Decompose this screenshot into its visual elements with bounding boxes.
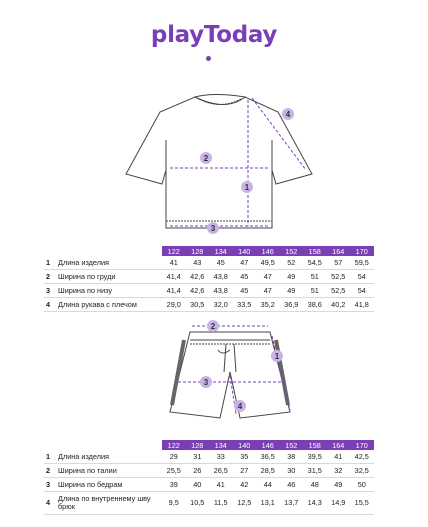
row-label: Длина изделия xyxy=(58,450,162,464)
row-number: 4 xyxy=(44,492,58,515)
tshirt-marker-2-label: 2 xyxy=(203,154,209,163)
cell-value: 14,9 xyxy=(327,492,351,515)
cell-value: 45 xyxy=(233,284,257,298)
table-row xyxy=(44,284,374,298)
cell-value: 45 xyxy=(209,256,233,270)
cell-value: 38 xyxy=(280,450,304,464)
shorts-marker-3-label: 3 xyxy=(203,378,209,387)
row-label: Длина изделия xyxy=(58,256,162,270)
cell-value: 47 xyxy=(256,284,280,298)
shorts-marker-1-label: 1 xyxy=(274,352,280,361)
cell-value: 49 xyxy=(280,270,304,284)
cell-value: 14,3 xyxy=(303,492,327,515)
row-number: 1 xyxy=(44,450,58,464)
brand-logo: playToday xyxy=(150,22,278,48)
cell-value: 32 xyxy=(327,464,351,478)
row-number: 3 xyxy=(44,284,58,298)
tshirt-size-table xyxy=(44,246,374,312)
row-number: 3 xyxy=(44,478,58,492)
size-header: 158 xyxy=(303,440,327,450)
cell-value: 13,7 xyxy=(280,492,304,515)
size-header: 146 xyxy=(256,246,280,256)
cell-value: 27 xyxy=(233,464,257,478)
size-header: 134 xyxy=(209,440,233,450)
cell-value: 42,5 xyxy=(350,450,374,464)
cell-value: 33 xyxy=(209,450,233,464)
cell-value: 33,5 xyxy=(233,298,257,312)
cell-value: 43 xyxy=(186,256,210,270)
cell-value: 26,5 xyxy=(209,464,233,478)
size-header: 128 xyxy=(186,440,210,450)
cell-value: 39 xyxy=(162,478,186,492)
row-number: 4 xyxy=(44,298,58,312)
cell-value: 54,5 xyxy=(303,256,327,270)
cell-value: 49 xyxy=(280,284,304,298)
size-header: 164 xyxy=(327,246,351,256)
shorts-marker-4-label: 4 xyxy=(237,402,243,411)
cell-value: 36,9 xyxy=(280,298,304,312)
size-header: 170 xyxy=(350,246,374,256)
cell-value: 32,0 xyxy=(209,298,233,312)
cell-value: 52 xyxy=(280,256,304,270)
cell-value: 26 xyxy=(186,464,210,478)
cell-value: 12,5 xyxy=(233,492,257,515)
cell-value: 31 xyxy=(186,450,210,464)
size-header: 152 xyxy=(280,440,304,450)
size-header: 140 xyxy=(233,440,257,450)
cell-value: 47 xyxy=(256,270,280,284)
row-number: 1 xyxy=(44,256,58,270)
shorts-marker-2-label: 2 xyxy=(210,322,216,331)
cell-value: 59,5 xyxy=(350,256,374,270)
cell-value: 52,5 xyxy=(327,284,351,298)
cell-value: 25,5 xyxy=(162,464,186,478)
cell-value: 41 xyxy=(162,256,186,270)
row-label: Ширина по бедрам xyxy=(58,478,162,492)
size-header: 128 xyxy=(186,246,210,256)
cell-value: 35,2 xyxy=(256,298,280,312)
cell-value: 39,5 xyxy=(303,450,327,464)
tshirt-marker-4-label: 4 xyxy=(285,110,291,119)
cell-value: 9,5 xyxy=(162,492,186,515)
cell-value: 51 xyxy=(303,270,327,284)
cell-value: 31,5 xyxy=(303,464,327,478)
tshirt-marker-3-label: 3 xyxy=(210,224,216,233)
size-header: 158 xyxy=(303,246,327,256)
cell-value: 30 xyxy=(280,464,304,478)
cell-value: 41,4 xyxy=(162,270,186,284)
cell-value: 29 xyxy=(162,450,186,464)
cell-value: 35 xyxy=(233,450,257,464)
cell-value: 40 xyxy=(186,478,210,492)
cell-value: 42,6 xyxy=(186,270,210,284)
cell-value: 10,5 xyxy=(186,492,210,515)
shorts-drawing xyxy=(170,326,290,418)
row-number: 2 xyxy=(44,270,58,284)
row-label: Длина по внутреннему шву брюк xyxy=(58,492,162,515)
size-header: 152 xyxy=(280,246,304,256)
cell-value: 30,5 xyxy=(186,298,210,312)
cell-value: 41 xyxy=(327,450,351,464)
cell-value: 45 xyxy=(233,270,257,284)
cell-value: 52,5 xyxy=(327,270,351,284)
cell-value: 42 xyxy=(233,478,257,492)
cell-value: 41,4 xyxy=(162,284,186,298)
table-row xyxy=(44,256,374,270)
cell-value: 43,8 xyxy=(209,270,233,284)
cell-value: 51 xyxy=(303,284,327,298)
size-header: 146 xyxy=(256,440,280,450)
size-header: 122 xyxy=(162,440,186,450)
row-number: 2 xyxy=(44,464,58,478)
cell-value: 49,5 xyxy=(256,256,280,270)
cell-value: 54 xyxy=(350,270,374,284)
cell-value: 47 xyxy=(233,256,257,270)
cell-value: 36,5 xyxy=(256,450,280,464)
cell-value: 46 xyxy=(280,478,304,492)
cell-value: 40,2 xyxy=(327,298,351,312)
size-header: 134 xyxy=(209,246,233,256)
table-row xyxy=(44,270,374,284)
size-header: 122 xyxy=(162,246,186,256)
cell-value: 32,5 xyxy=(350,464,374,478)
cell-value: 50 xyxy=(350,478,374,492)
size-header: 164 xyxy=(327,440,351,450)
cell-value: 57 xyxy=(327,256,351,270)
row-label: Ширина по груди xyxy=(58,270,162,284)
cell-value: 49 xyxy=(327,478,351,492)
row-label: Ширина по низу xyxy=(58,284,162,298)
cell-value: 28,5 xyxy=(256,464,280,478)
size-header: 140 xyxy=(233,246,257,256)
cell-value: 38,6 xyxy=(303,298,327,312)
tshirt-marker-1-label: 1 xyxy=(244,183,250,192)
cell-value: 13,1 xyxy=(256,492,280,515)
cell-value: 15,5 xyxy=(350,492,374,515)
shorts-size-table xyxy=(44,440,374,515)
cell-value: 54 xyxy=(350,284,374,298)
cell-value: 41 xyxy=(209,478,233,492)
table-row xyxy=(44,450,374,464)
cell-value: 29,0 xyxy=(162,298,186,312)
cell-value: 11,5 xyxy=(209,492,233,515)
row-label: Ширина по талии xyxy=(58,464,162,478)
table-row xyxy=(44,492,374,515)
cell-value: 44 xyxy=(256,478,280,492)
cell-value: 41,8 xyxy=(350,298,374,312)
table-row xyxy=(44,298,374,312)
table-row xyxy=(44,478,374,492)
table-row xyxy=(44,464,374,478)
cell-value: 42,6 xyxy=(186,284,210,298)
row-label: Длина рукава с плечом xyxy=(58,298,162,312)
size-header: 170 xyxy=(350,440,374,450)
cell-value: 43,8 xyxy=(209,284,233,298)
cell-value: 48 xyxy=(303,478,327,492)
